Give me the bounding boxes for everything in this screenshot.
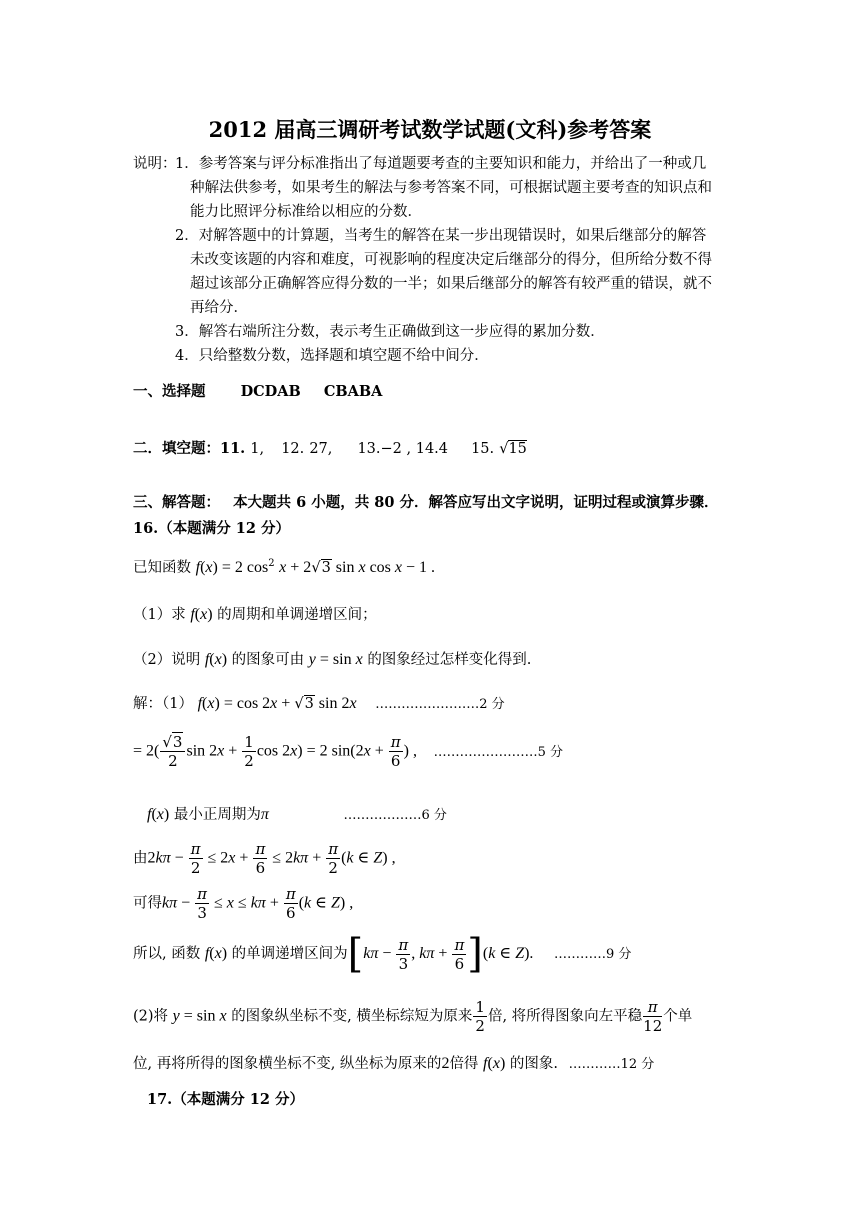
section-solve-label: 三、解答题：: [133, 494, 220, 511]
note-1-line-3: 能力比照评分标准给以相应的分数．: [190, 204, 422, 220]
choice-answers-2: CBABA: [323, 383, 383, 400]
q16-heading: 16.（本题满分 12 分）: [133, 520, 291, 537]
note-3: 3．解答右端所注分数，表示考生正确做到这一步应得的累加分数．: [175, 324, 605, 340]
answer-13: −2 , 14.4: [380, 441, 449, 457]
q16-transform-line-1: (2)将 y = sin x 的图象纵坐标不变, 横坐标综短为原来 $\frac{1}{2}$ 倍, 将所得图象向左平稳 $\frac{\pi}{12}$ 个单: [133, 998, 693, 1035]
q16-inequality-2: 可得kπ − $\frac{\pi}{3}$ ≤ x ≤ kπ + $\frac{\pi}{6}$ (k ∈ Z) ,: [133, 885, 354, 922]
note-1-line-1: 1．参考答案与评分标准指出了每道题要考查的主要知识和能力，并给出了一种或几: [175, 156, 707, 172]
note-1-line-2: 种解法供参考，如果考生的解法与参考答案不同，可根据试题主要考查的知识点和: [190, 180, 712, 196]
answer-15: √15: [499, 441, 527, 457]
answer-12: 27: [309, 441, 328, 457]
answer-11: 1,: [250, 441, 265, 457]
note-2-line-3: 超过该部分正确解答应得分数的一半；如果后继部分的解答有较严重的错误，就不: [190, 276, 712, 292]
note-2-line-2: 未改变该题的内容和难度，可视影响的程度决定后继部分的得分，但所给分数不得: [190, 252, 712, 268]
note-4: 4．只给整数分数，选择题和填空题不给中间分．: [175, 348, 489, 364]
q16-given: 已知函数 f(x) = 2 $\cos^2 x + 2√3$ sin x cos x − 1 .: [133, 558, 436, 576]
section-fill-label: 二．填空题：: [133, 440, 220, 457]
q16-interval: 所以, 函数 f(x) 的单调递增区间为[kπ − $\frac{\pi}{3}$ , kπ + $\frac{\pi}{6}$ ](k ∈ Z). …………9 分: [133, 931, 632, 977]
section-choice: [133, 380, 382, 401]
q16-solution-step-2: = 2( $\frac{√3}{2}$ sin 2x + $\frac{1}{2}$ cos 2x) = 2 sin(2x + $\frac{\pi}{6}$ ) , ……………………5 分: [133, 733, 563, 770]
q16-period: f(x) 最小正周期为π ………………6 分: [147, 806, 447, 823]
q17-heading: 17.（本题满分 12 分）: [147, 1091, 305, 1108]
q16-transform-line-2: 位, 再将所得的图象横坐标不变, 纵坐标为原来的2倍得 f(x) 的图象. …………12 分: [133, 1055, 655, 1072]
q15-label: 15.: [471, 441, 495, 457]
q16-solution-step-1: 解：（1） f(x) = cos 2x + √3 sin 2x ……………………2 分: [133, 695, 505, 712]
q16-inequality-1: 由2kπ − $\frac{\pi}{2}$ ≤ 2x + $\frac{\pi}{6}$ ≤ 2kπ + $\frac{\pi}{2}$ (k ∈ Z) ,: [133, 840, 396, 877]
choice-answers-1: DCDAB: [240, 383, 301, 400]
section-solve: [133, 491, 719, 512]
q13-label: 13.: [357, 441, 381, 457]
notes-prefix: 说明：: [133, 156, 177, 172]
note-2-line-4: 再给分．: [190, 300, 248, 316]
q16-part2: （2）说明 f(x) 的图象可由 y = sin x 的图象经过怎样变化得到.: [133, 651, 532, 668]
q11-label: 11.: [220, 440, 246, 457]
q16-part1: （1）求 f(x) 的周期和单调递增区间；: [133, 606, 377, 623]
section-solve-desc: 本大题共 6 小题，共 80 分．解答应写出文字说明，证明过程或演算步骤．: [233, 494, 719, 511]
section-fill: 二．填空题：11. 1, 12. 27, 13.−2 , 14.4 15. √15: [133, 440, 527, 457]
q12-label: 12.: [281, 441, 305, 457]
section-choice-label: 一、选择题: [133, 383, 206, 400]
page-title: 2012 届高三调研考试数学试题(文科)参考答案: [208, 117, 652, 142]
note-2-line-1: 2．对解答题中的计算题，当考生的解答在某一步出现错误时，如果后继部分的解答: [175, 228, 707, 244]
